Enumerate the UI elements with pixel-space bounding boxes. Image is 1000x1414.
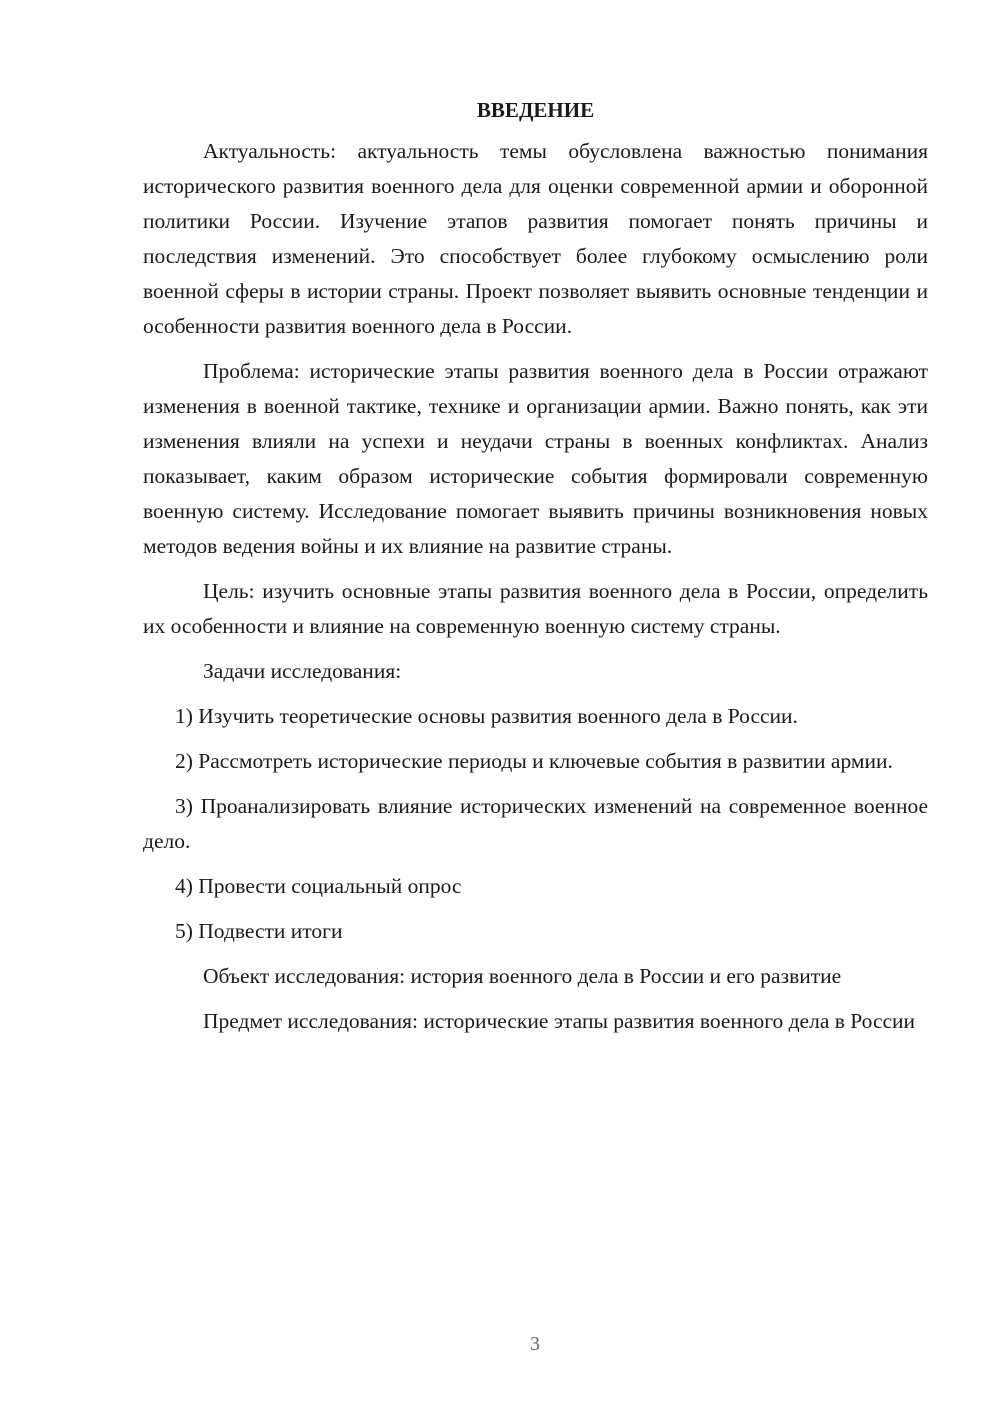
task-item-3: 3) Проанализировать влияние исторических изменений на современное военное дело. bbox=[143, 794, 928, 853]
task-item-5: 5) Подвести итоги bbox=[175, 919, 343, 943]
document-page bbox=[143, 93, 928, 1049]
object-paragraph: Объект исследования: история военного дела в России и его развитие bbox=[203, 964, 842, 988]
relevance-paragraph: Актуальность: актуальность темы обусловлена важностью понимания исторического развития военного дела для оценки современной армии и оборонной политики России. Изучение этапов развития помогает понять причины и последствия изменений. Это способствует более глубокому осмыслению роли военной сферы в истории страны. Проект позволяет выявить основные тенденции и особенности развития военного дела в России. bbox=[143, 139, 928, 338]
task-item-4: 4) Провести социальный опрос bbox=[175, 874, 462, 898]
task-item-1: 1) Изучить теоретические основы развития военного дела в России. bbox=[175, 704, 798, 728]
task-item-2: 2) Рассмотреть исторические периоды и ключевые события в развитии армии. bbox=[175, 749, 893, 773]
page-number: 3 bbox=[530, 1333, 540, 1355]
tasks-heading: Задачи исследования: bbox=[203, 659, 402, 683]
problem-paragraph: Проблема: исторические этапы развития военного дела в России отражают изменения в военной тактике, технике и организации армии. Важно понять, как эти изменения влияли на успехи и неудачи страны в военных конфликтах. Анализ показывает, каким образом исторические события формировали современную военную систему. Исследование помогает выявить причины возникновения новых методов ведения войны и их влияние на развитие страны. bbox=[143, 359, 928, 558]
page-title: ВВЕДЕНИЕ bbox=[476, 98, 595, 122]
goal-paragraph: Цель: изучить основные этапы развития военного дела в России, определить их особенности и влияние на современную военную систему страны. bbox=[143, 579, 928, 638]
subject-paragraph: Предмет исследования: исторические этапы развития военного дела в России bbox=[203, 1009, 916, 1033]
